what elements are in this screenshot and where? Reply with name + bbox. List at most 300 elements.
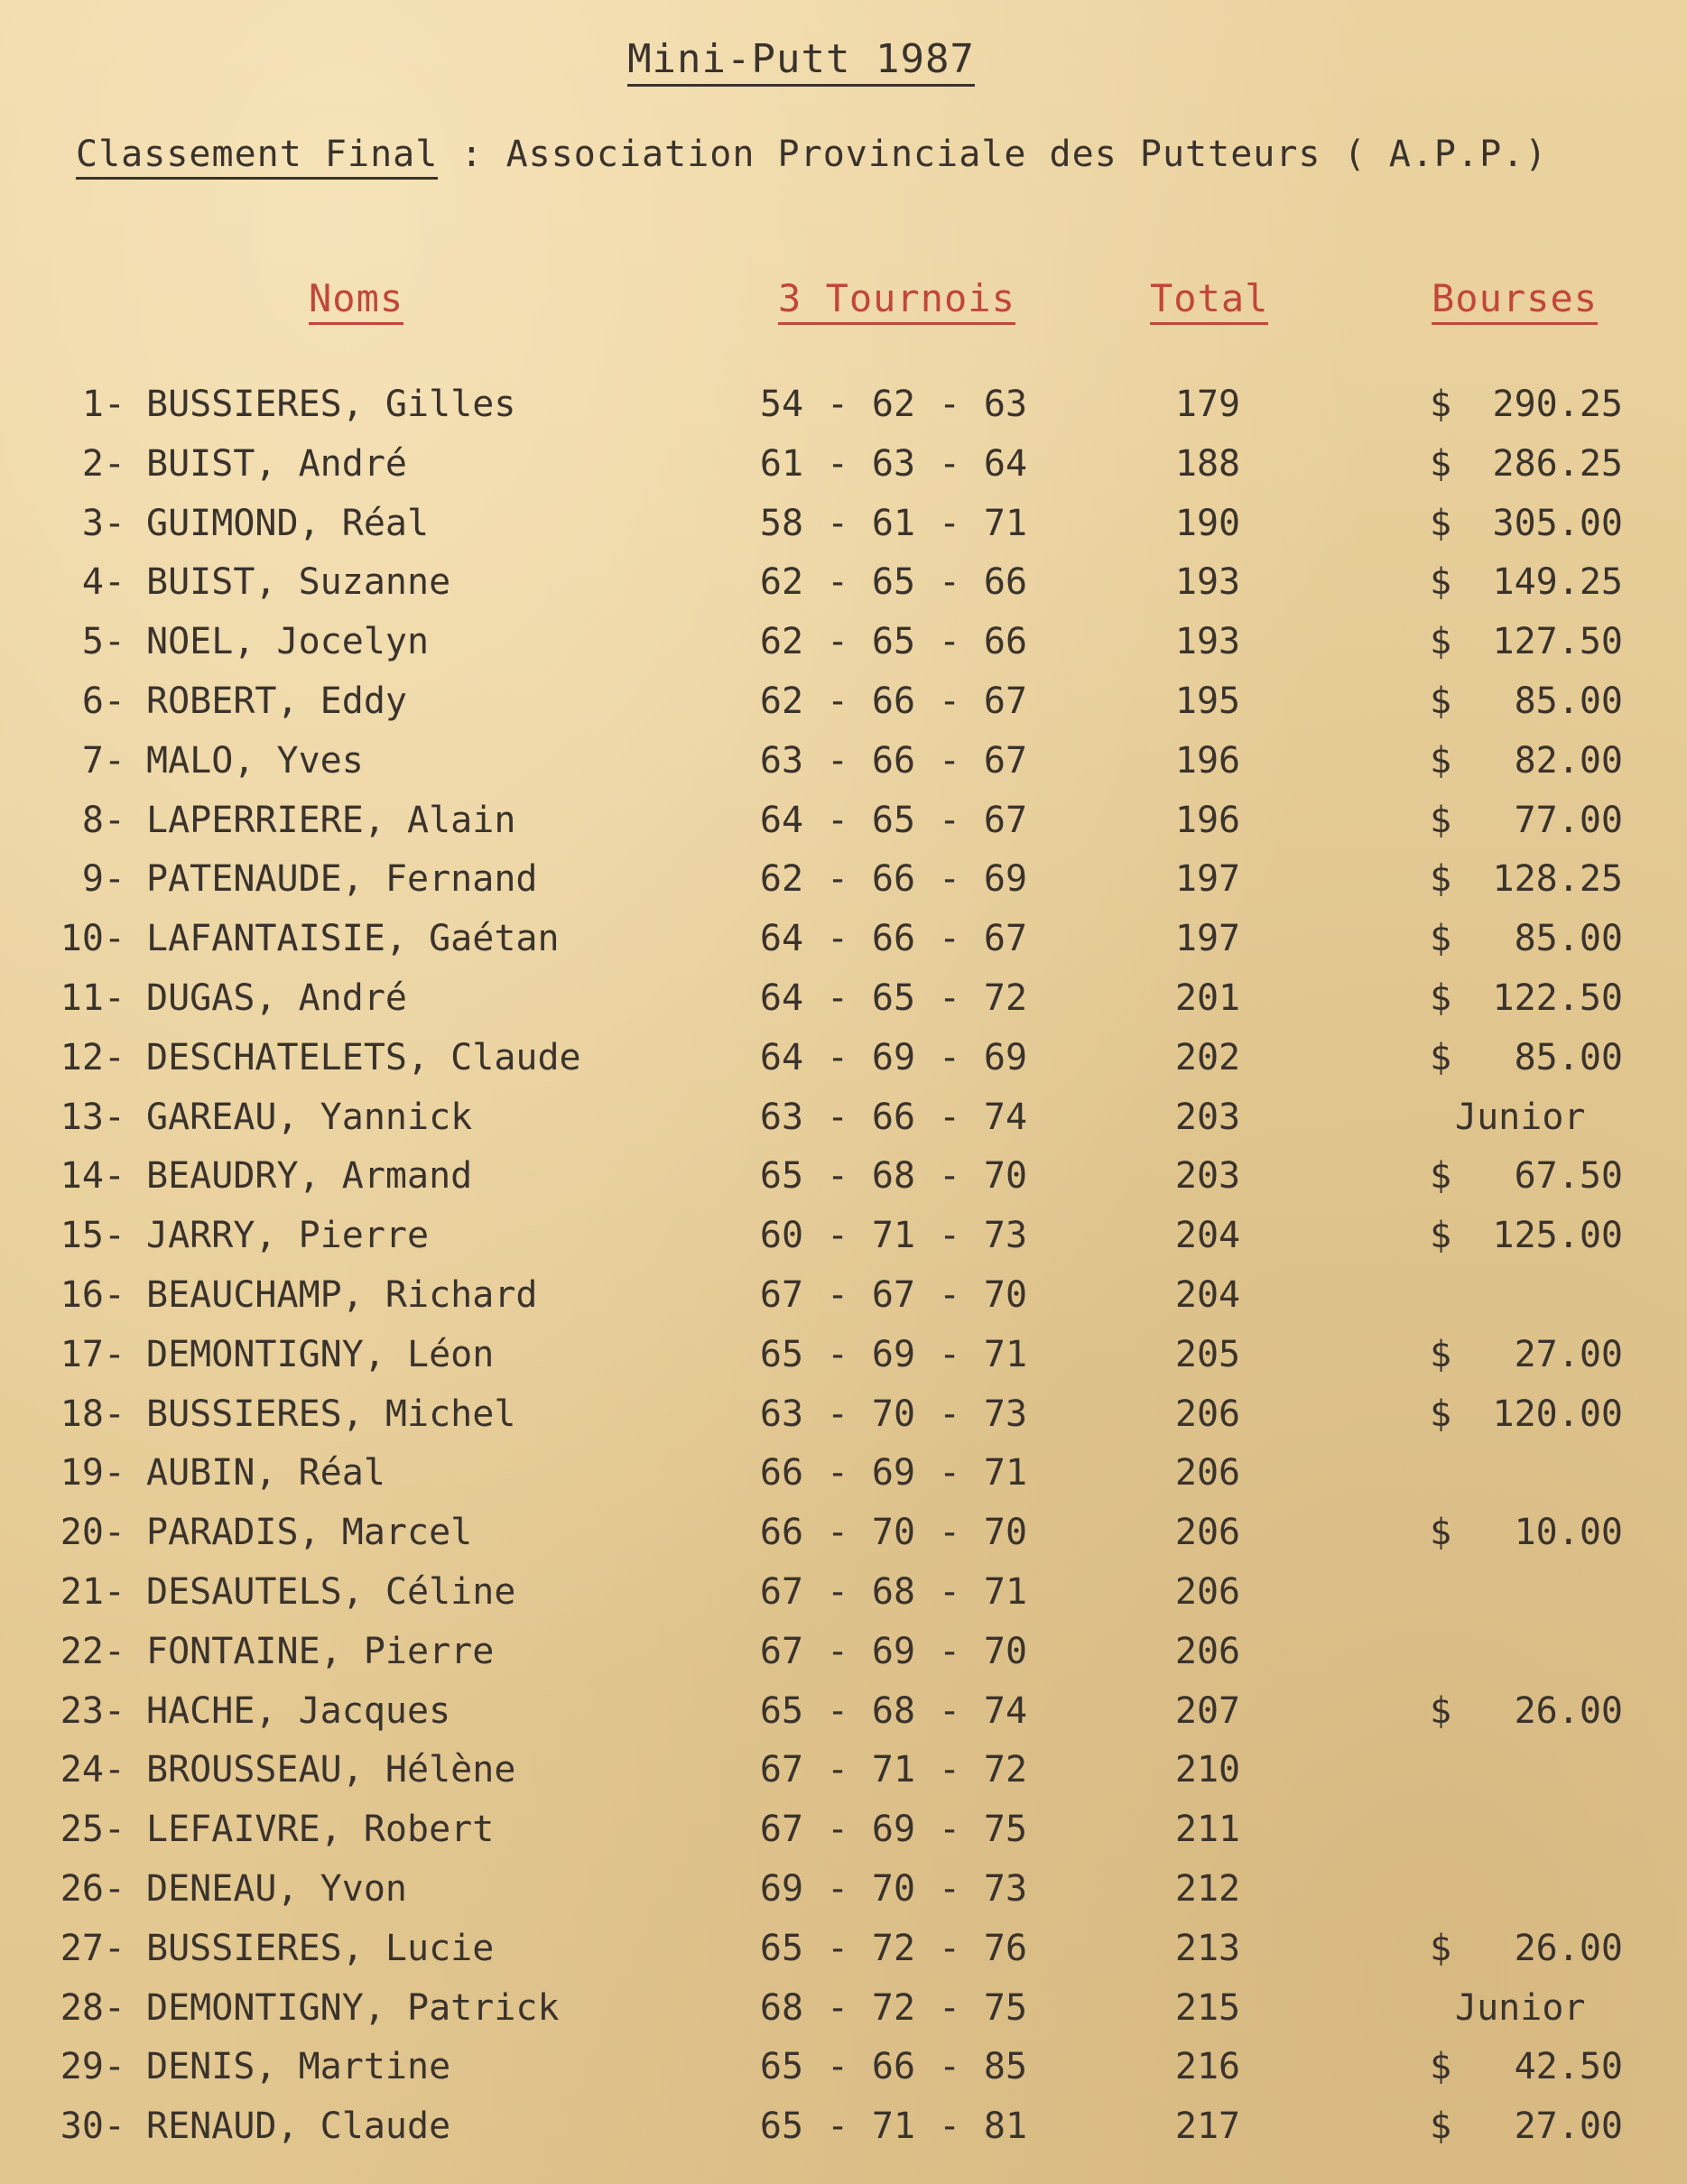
total-cell: 193	[1174, 621, 1241, 663]
score-3: 74	[983, 1096, 1028, 1138]
scores-cell	[753, 1329, 1034, 1380]
bourse-amount: 27.00	[1514, 1333, 1623, 1375]
score-separator: -	[826, 502, 849, 544]
currency-symbol: $	[1430, 739, 1452, 782]
score-separator: -	[826, 680, 849, 722]
table-row	[0, 795, 1687, 855]
score-separator: -	[938, 1986, 961, 2029]
total-cell: 211	[1174, 1809, 1241, 1851]
score-2: 72	[871, 1927, 916, 1969]
score-separator: -	[826, 858, 849, 901]
score-3: 73	[983, 1215, 1028, 1257]
total-cell: 190	[1174, 502, 1241, 544]
rank-cell: 13-	[60, 1096, 125, 1138]
score-3: 69	[983, 858, 1028, 901]
table-row	[0, 498, 1687, 558]
score-1: 65	[759, 1927, 804, 1969]
score-1: 62	[759, 680, 804, 722]
currency-symbol: $	[1430, 1333, 1452, 1375]
name-cell: DEMONTIGNY, Patrick	[146, 1986, 560, 2029]
table-row	[0, 1507, 1687, 1567]
scores-cell	[753, 1626, 1034, 1677]
score-1: 67	[759, 1749, 804, 1791]
currency-symbol: $	[1430, 1155, 1452, 1198]
score-2: 68	[871, 1570, 916, 1613]
score-1: 64	[759, 918, 804, 960]
score-3: 71	[983, 1570, 1028, 1613]
scores-cell	[753, 736, 1034, 786]
bourse-amount: 67.50	[1514, 1155, 1623, 1198]
rank-cell: 16-	[60, 1273, 125, 1316]
score-3: 67	[983, 918, 1028, 960]
score-2: 62	[871, 384, 916, 425]
score-3: 70	[983, 1630, 1028, 1672]
currency-symbol: $	[1430, 2105, 1452, 2148]
name-cell: AUBIN, Réal	[146, 1452, 385, 1495]
scores-cell	[753, 973, 1034, 1023]
table-row	[0, 913, 1687, 973]
score-separator: -	[938, 1155, 961, 1198]
table-row	[0, 1567, 1687, 1626]
score-2: 61	[871, 502, 916, 544]
bourse-amount: 42.50	[1514, 2046, 1623, 2088]
rank-cell: 24-	[60, 1749, 125, 1791]
score-separator: -	[826, 1393, 849, 1435]
scores-cell	[753, 2101, 1034, 2152]
currency-symbol: $	[1430, 799, 1452, 841]
currency-symbol: $	[1430, 442, 1452, 485]
score-3: 67	[983, 739, 1028, 782]
table-row	[0, 557, 1687, 616]
score-2: 69	[871, 1809, 916, 1851]
score-separator: -	[938, 976, 961, 1019]
table-row	[0, 1389, 1687, 1448]
currency-symbol: $	[1430, 1036, 1452, 1078]
table-row	[0, 973, 1687, 1032]
total-cell: 206	[1174, 1630, 1241, 1672]
score-1: 67	[759, 1570, 804, 1613]
score-1: 65	[759, 1155, 804, 1198]
scores-cell	[753, 1864, 1034, 1914]
score-separator: -	[826, 739, 849, 782]
table-row	[0, 1686, 1687, 1745]
score-2: 66	[871, 918, 916, 960]
total-cell: 206	[1174, 1393, 1241, 1435]
table-row	[0, 1923, 1687, 1983]
score-1: 63	[759, 1393, 804, 1435]
total-cell: 206	[1174, 1512, 1241, 1554]
score-3: 70	[983, 1512, 1028, 1554]
score-separator: -	[826, 1986, 849, 2029]
name-cell: BUIST, Suzanne	[146, 561, 451, 604]
total-cell: 210	[1174, 1749, 1241, 1791]
score-1: 63	[759, 739, 804, 782]
bourse-amount: 290.25	[1492, 384, 1623, 425]
score-separator: -	[826, 2105, 849, 2148]
score-2: 65	[871, 976, 916, 1019]
total-cell: 195	[1174, 680, 1241, 722]
score-3: 66	[983, 561, 1028, 604]
name-cell: PATENAUDE, Fernand	[146, 858, 538, 901]
score-separator: -	[938, 1036, 961, 1078]
score-separator: -	[826, 1867, 849, 1910]
score-separator: -	[938, 502, 961, 544]
score-separator: -	[826, 561, 849, 604]
score-1: 64	[759, 1036, 804, 1078]
table-row	[0, 1864, 1687, 1923]
score-1: 63	[759, 1096, 804, 1138]
scores-cell	[753, 1448, 1034, 1498]
score-3: 76	[983, 1927, 1028, 1969]
scores-cell	[753, 1389, 1034, 1439]
total-cell: 196	[1174, 739, 1241, 782]
total-cell: 205	[1174, 1333, 1241, 1375]
score-1: 65	[759, 2105, 804, 2148]
rank-cell: 11-	[60, 976, 125, 1019]
name-cell: NOEL, Jocelyn	[146, 621, 430, 663]
score-3: 70	[983, 1273, 1028, 1316]
score-2: 69	[871, 1452, 916, 1495]
total-cell: 204	[1174, 1215, 1241, 1257]
score-2: 70	[871, 1867, 916, 1910]
rank-cell: 27-	[60, 1927, 125, 1969]
bourse-amount: 127.50	[1492, 621, 1623, 663]
table-row	[0, 2101, 1687, 2161]
score-3: 81	[983, 2105, 1028, 2148]
score-2: 71	[871, 1749, 916, 1791]
score-3: 75	[983, 1809, 1028, 1851]
currency-symbol: $	[1430, 680, 1452, 722]
column-header-total	[1150, 276, 1268, 320]
currency-symbol: $	[1430, 1927, 1452, 1969]
score-separator: -	[826, 1570, 849, 1613]
rank-cell: 25-	[60, 1809, 125, 1851]
bourse-amount: 77.00	[1514, 799, 1623, 841]
total-cell: 206	[1174, 1452, 1241, 1495]
scores-cell	[753, 1744, 1034, 1795]
score-separator: -	[826, 1155, 849, 1198]
score-1: 62	[759, 858, 804, 901]
score-2: 68	[871, 1155, 916, 1198]
currency-symbol: $	[1430, 1215, 1452, 1257]
bourse-amount: 26.00	[1514, 1689, 1623, 1732]
score-2: 71	[871, 1215, 916, 1257]
score-3: 71	[983, 1452, 1028, 1495]
table-row	[0, 1092, 1687, 1152]
table-row	[0, 1983, 1687, 2042]
rank-cell: 30-	[60, 2105, 125, 2148]
score-separator: -	[938, 858, 961, 901]
name-cell: HACHE, Jacques	[146, 1689, 451, 1732]
scores-cell	[753, 1092, 1034, 1143]
column-header-noms	[309, 276, 403, 320]
subtitle-label: Classement Final	[76, 134, 438, 180]
score-separator: -	[938, 1927, 961, 1969]
name-cell: FONTAINE, Pierre	[146, 1630, 495, 1672]
bourse-amount: 128.25	[1492, 858, 1623, 901]
score-separator: -	[938, 1333, 961, 1375]
table-row	[0, 1329, 1687, 1389]
bourse-amount: 82.00	[1514, 739, 1623, 782]
score-2: 65	[871, 799, 916, 841]
rank-cell: 14-	[60, 1155, 125, 1198]
scores-cell	[753, 1032, 1034, 1083]
score-separator: -	[826, 1809, 849, 1851]
score-3: 72	[983, 1749, 1028, 1791]
score-separator: -	[826, 1512, 849, 1554]
score-separator: -	[938, 799, 961, 841]
bourse-amount: 305.00	[1492, 502, 1623, 544]
table-row	[0, 676, 1687, 736]
table-row	[0, 854, 1687, 913]
table-row	[0, 1032, 1687, 1092]
table-row	[0, 1804, 1687, 1864]
table-row	[0, 736, 1687, 795]
score-separator: -	[826, 1452, 849, 1495]
score-separator: -	[938, 1570, 961, 1613]
score-2: 69	[871, 1333, 916, 1375]
standings-list	[0, 379, 1687, 2161]
table-row	[0, 1744, 1687, 1804]
score-1: 69	[759, 1867, 804, 1910]
scores-cell	[753, 854, 1034, 904]
rank-cell: 28-	[60, 1986, 125, 2029]
score-2: 66	[871, 2046, 916, 2088]
total-cell: 197	[1174, 918, 1241, 960]
total-cell: 179	[1174, 384, 1241, 425]
score-separator: -	[938, 1215, 961, 1257]
score-3: 63	[983, 384, 1028, 425]
rank-cell: 20-	[60, 1512, 125, 1554]
total-cell: 215	[1174, 1986, 1241, 2029]
score-1: 65	[759, 1333, 804, 1375]
score-3: 73	[983, 1867, 1028, 1910]
page-title-text: Mini-Putt 1987	[627, 36, 975, 87]
rank-cell: 21-	[60, 1570, 125, 1613]
rank-cell: 12-	[60, 1036, 125, 1078]
total-cell: 201	[1174, 976, 1241, 1019]
score-1: 64	[759, 799, 804, 841]
total-cell: 203	[1174, 1155, 1241, 1198]
score-separator: -	[938, 1809, 961, 1851]
score-separator: -	[938, 1273, 961, 1316]
scores-cell	[753, 1567, 1034, 1617]
rank-cell: 8-	[81, 799, 125, 841]
score-1: 67	[759, 1273, 804, 1316]
score-1: 60	[759, 1215, 804, 1257]
scores-cell	[753, 1923, 1034, 1974]
scores-cell	[753, 1686, 1034, 1736]
column-header-total-text: Total	[1150, 276, 1268, 325]
name-cell: BUSSIERES, Michel	[146, 1393, 516, 1435]
score-1: 65	[759, 1689, 804, 1732]
scores-cell	[753, 1804, 1034, 1855]
rank-cell: 3-	[81, 502, 125, 544]
score-separator: -	[938, 384, 961, 425]
score-separator: -	[826, 384, 849, 425]
rank-cell: 4-	[81, 561, 125, 604]
total-cell: 206	[1174, 1570, 1241, 1613]
table-row	[0, 1210, 1687, 1270]
name-cell: BUIST, André	[146, 442, 407, 485]
name-cell: DUGAS, André	[146, 976, 407, 1019]
column-header-tournois	[778, 276, 1015, 320]
name-cell: DEMONTIGNY, Léon	[146, 1333, 495, 1375]
total-cell: 204	[1174, 1273, 1241, 1316]
scores-cell	[753, 379, 1034, 430]
rank-cell: 2-	[81, 442, 125, 485]
score-separator: -	[938, 1393, 961, 1435]
currency-symbol: $	[1430, 1689, 1452, 1732]
score-separator: -	[938, 621, 961, 663]
score-2: 68	[871, 1689, 916, 1732]
rank-cell: 1-	[81, 384, 125, 425]
score-2: 66	[871, 739, 916, 782]
bourse-amount: 10.00	[1514, 1512, 1623, 1554]
total-cell: 207	[1174, 1689, 1241, 1732]
score-3: 72	[983, 976, 1028, 1019]
score-1: 61	[759, 442, 804, 485]
currency-symbol: $	[1430, 1393, 1452, 1435]
total-cell: 197	[1174, 858, 1241, 901]
rank-cell: 6-	[81, 680, 125, 722]
score-separator: -	[826, 1630, 849, 1672]
score-separator: -	[938, 1630, 961, 1672]
currency-symbol: $	[1430, 1512, 1452, 1554]
score-1: 62	[759, 561, 804, 604]
currency-symbol: $	[1430, 858, 1452, 901]
score-3: 75	[983, 1986, 1028, 2029]
bourse-amount: 26.00	[1514, 1927, 1623, 1969]
score-2: 72	[871, 1986, 916, 2029]
column-header-bourses-text: Bourses	[1432, 276, 1598, 325]
score-separator: -	[938, 1867, 961, 1910]
score-1: 67	[759, 1630, 804, 1672]
currency-symbol: $	[1430, 502, 1452, 544]
name-cell: PARADIS, Marcel	[146, 1512, 473, 1554]
page-title	[0, 36, 1602, 82]
total-cell: 193	[1174, 561, 1241, 604]
score-separator: -	[826, 442, 849, 485]
scores-cell	[753, 616, 1034, 667]
name-cell: DESAUTELS, Céline	[146, 1570, 516, 1613]
currency-symbol: $	[1430, 561, 1452, 604]
score-2: 66	[871, 680, 916, 722]
scores-cell	[753, 557, 1034, 607]
score-separator: -	[826, 1096, 849, 1138]
name-cell: GUIMOND, Réal	[146, 502, 430, 544]
score-separator: -	[826, 976, 849, 1019]
name-cell: ROBERT, Eddy	[146, 680, 407, 722]
bourse-amount: 85.00	[1514, 918, 1623, 960]
score-3: 73	[983, 1393, 1028, 1435]
scores-cell	[753, 1507, 1034, 1558]
score-3: 67	[983, 799, 1028, 841]
scores-cell	[753, 913, 1034, 964]
total-cell: 217	[1174, 2105, 1241, 2148]
scores-cell	[753, 439, 1034, 489]
name-cell: GAREAU, Yannick	[146, 1096, 473, 1138]
rank-cell: 23-	[60, 1689, 125, 1732]
score-3: 69	[983, 1036, 1028, 1078]
rank-cell: 17-	[60, 1333, 125, 1375]
subtitle-separator: :	[438, 134, 506, 175]
score-2: 69	[871, 1630, 916, 1672]
name-cell: DENIS, Martine	[146, 2046, 451, 2088]
score-1: 54	[759, 384, 804, 425]
score-separator: -	[938, 1689, 961, 1732]
total-cell: 213	[1174, 1927, 1241, 1969]
column-header-bourses	[1432, 276, 1598, 320]
name-cell: BEAUDRY, Armand	[146, 1155, 473, 1198]
score-1: 68	[759, 1986, 804, 2029]
bourse-amount: 85.00	[1514, 1036, 1623, 1078]
score-separator: -	[938, 1512, 961, 1554]
name-cell: LAFANTAISIE, Gaétan	[146, 918, 560, 960]
rank-cell: 29-	[60, 2046, 125, 2088]
rank-cell: 5-	[81, 621, 125, 663]
score-separator: -	[826, 1927, 849, 1969]
name-cell: BROUSSEAU, Hélène	[146, 1749, 516, 1791]
score-1: 62	[759, 621, 804, 663]
table-row	[0, 1151, 1687, 1210]
bourse-amount: 27.00	[1514, 2105, 1623, 2148]
scores-cell	[753, 676, 1034, 726]
score-separator: -	[826, 1036, 849, 1078]
score-1: 64	[759, 976, 804, 1019]
column-header-noms-text: Noms	[309, 276, 403, 325]
score-1: 67	[759, 1809, 804, 1851]
score-3: 70	[983, 1155, 1028, 1198]
score-separator: -	[938, 561, 961, 604]
page-subtitle	[76, 134, 1547, 175]
score-separator: -	[938, 1096, 961, 1138]
score-separator: -	[938, 1749, 961, 1791]
score-separator: -	[826, 799, 849, 841]
score-separator: -	[938, 739, 961, 782]
score-1: 66	[759, 1452, 804, 1495]
score-separator: -	[826, 1215, 849, 1257]
table-row	[0, 1448, 1687, 1507]
score-2: 66	[871, 858, 916, 901]
scores-cell	[753, 1210, 1034, 1261]
score-2: 70	[871, 1512, 916, 1554]
score-2: 69	[871, 1036, 916, 1078]
name-cell: LEFAIVRE, Robert	[146, 1809, 495, 1851]
rank-cell: 7-	[81, 739, 125, 782]
scores-cell	[753, 1151, 1034, 1201]
name-cell: BUSSIERES, Lucie	[146, 1927, 495, 1969]
bourse-note: Junior	[1455, 1096, 1586, 1138]
scores-cell	[753, 1983, 1034, 2033]
name-cell: RENAUD, Claude	[146, 2105, 451, 2148]
name-cell: BUSSIERES, Gilles	[146, 384, 516, 425]
bourse-amount: 122.50	[1492, 976, 1623, 1019]
total-cell: 216	[1174, 2046, 1241, 2088]
score-3: 74	[983, 1689, 1028, 1732]
total-cell: 203	[1174, 1096, 1241, 1138]
rank-cell: 22-	[60, 1630, 125, 1672]
score-separator: -	[826, 918, 849, 960]
score-1: 66	[759, 1512, 804, 1554]
bourse-amount: 286.25	[1492, 442, 1623, 485]
currency-symbol: $	[1430, 384, 1452, 425]
total-cell: 202	[1174, 1036, 1241, 1078]
currency-symbol: $	[1430, 2046, 1452, 2088]
score-separator: -	[938, 2046, 961, 2088]
name-cell: LAPERRIERE, Alain	[146, 799, 516, 841]
score-1: 65	[759, 2046, 804, 2088]
